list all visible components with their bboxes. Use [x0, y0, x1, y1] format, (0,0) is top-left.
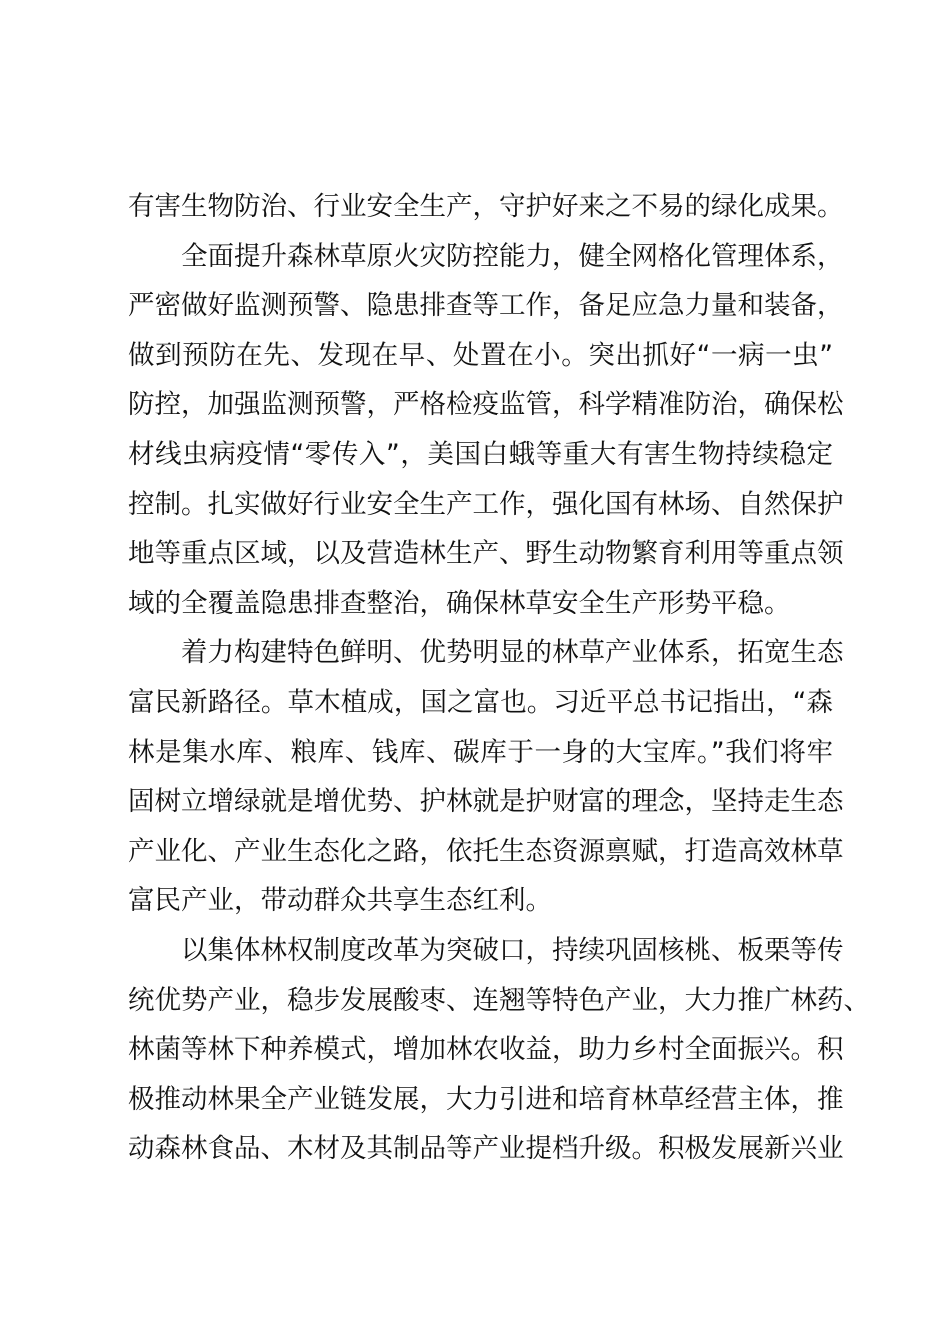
text-line: 严密做好监测预警、隐患排查等工作，备足应急力量和装备， — [128, 290, 844, 322]
text-line: 做到预防在先、发现在早、处置在小。突出抓好“一病一虫” — [128, 339, 833, 371]
paragraph-start-line: 着力构建特色鲜明、优势明显的林草产业体系，拓宽生态 — [181, 637, 844, 669]
paragraph-start-line: 全面提升森林草原火灾防控能力，健全网格化管理体系， — [181, 240, 844, 272]
text-line: 控制。扎实做好行业安全生产工作，强化国有林场、自然保护 — [128, 488, 844, 520]
text-line: 富民产业，带动群众共享生态红利。 — [128, 885, 552, 917]
text-line: 有害生物防治、行业安全生产，守护好来之不易的绿化成果。 — [128, 191, 844, 222]
text-line: 产业化、产业生态化之路，依托生态资源禀赋，打造高效林草 — [128, 835, 844, 867]
text-line: 统优势产业，稳步发展酸枣、连翘等特色产业，大力推广林药、 — [128, 984, 870, 1016]
paragraph-start-line: 以集体林权制度改革为突破口，持续巩固核桃、板栗等传 — [181, 934, 844, 966]
text-line: 防控，加强监测预警，严格检疫监管，科学精准防治，确保松 — [128, 389, 844, 421]
text-line: 域的全覆盖隐患排查整治，确保林草安全生产形势平稳。 — [128, 587, 791, 619]
text-line: 材线虫病疫情“零传入”，美国白蛾等重大有害生物持续稳定 — [128, 438, 833, 470]
text-line: 动森林食品、木材及其制品等产业提档升级。积极发展新兴业 — [128, 1133, 844, 1165]
text-line: 林是集水库、粮库、钱库、碳库于一身的大宝库。”我们将牢 — [128, 736, 833, 768]
text-line: 极推动林果全产业链发展，大力引进和培育林草经营主体，推 — [128, 1083, 844, 1115]
document-body — [128, 182, 870, 1174]
text-line: 地等重点区域，以及营造林生产、野生动物繁育利用等重点领 — [128, 538, 844, 570]
text-line: 固树立增绿就是增优势、护林就是护财富的理念，坚持走生态 — [128, 786, 844, 818]
text-line: 林菌等林下种养模式，增加林农收益，助力乡村全面振兴。积 — [128, 1034, 844, 1066]
text-line: 富民新路径。草木植成，国之富也。习近平总书记指出，“森 — [128, 686, 833, 718]
